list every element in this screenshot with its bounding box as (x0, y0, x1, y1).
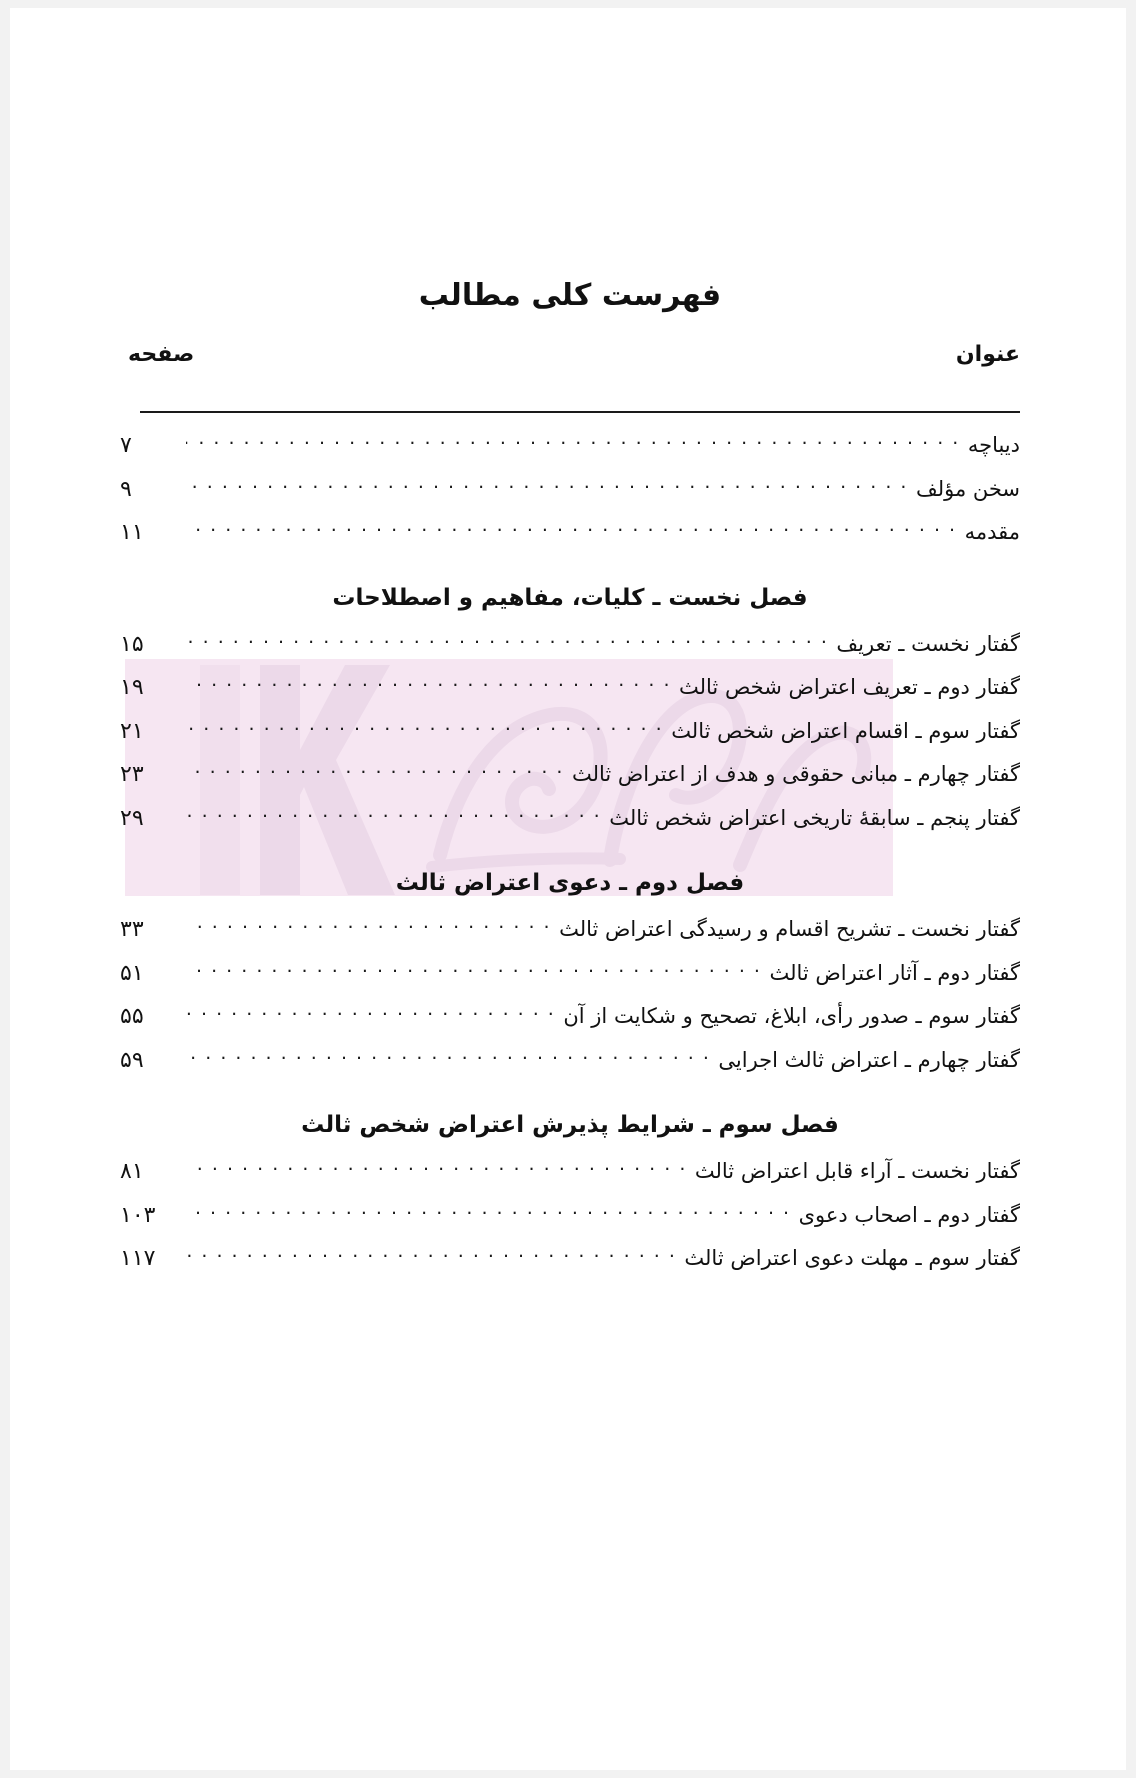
chapter-heading: فصل نخست ـ کلیات، مفاهیم و اصطلاحات (332, 584, 808, 611)
toc-leader-dots (186, 1201, 791, 1222)
column-header-row (120, 342, 1020, 376)
toc-entry-title: گفتار چهارم ـ مبانی حقوقی و هدف از اعتراض ثالث (571, 762, 1020, 786)
front-matter-group (120, 424, 1020, 555)
table-of-contents (120, 424, 1020, 1281)
header-divider-rule (140, 411, 1020, 413)
toc-entry-page: ۱۹ (120, 675, 144, 700)
toc-entry-title: گفتار سوم ـ مهلت دعوی اعتراض ثالث (684, 1246, 1020, 1270)
chapter-group-3 (120, 1082, 1020, 1281)
toc-entry[interactable] (120, 753, 1020, 797)
toc-entry-page: ۳۳ (120, 917, 144, 942)
toc-entry-page: ۵۹ (120, 1047, 144, 1073)
toc-entry-page: ۱۰۳ (120, 1202, 156, 1228)
toc-leader-dots (186, 804, 601, 825)
toc-leader-dots (186, 630, 828, 651)
toc-entry-page: ۵۵ (120, 1004, 144, 1029)
toc-entry-title: دیباچه (967, 433, 1020, 457)
toc-entry-page: ۸۱ (120, 1159, 144, 1184)
toc-entry[interactable] (120, 797, 1020, 841)
toc-leader-dots (186, 760, 564, 781)
toc-entry-title: گفتار پنجم ـ سابقۀ تاریخی اعتراض شخص ثالث (609, 805, 1020, 830)
toc-entry[interactable] (120, 995, 1020, 1039)
toc-entry[interactable] (120, 1150, 1020, 1194)
chapter-group-2 (120, 840, 1020, 1082)
page-edge-right (1126, 0, 1136, 1778)
toc-entry-title: گفتار دوم ـ اصحاب دعوی (798, 1202, 1020, 1227)
toc-entry-title: گفتار دوم ـ آثار اعتراض ثالث (769, 960, 1020, 985)
toc-entry[interactable] (120, 1039, 1020, 1083)
toc-leader-dots (186, 1244, 676, 1265)
toc-entry[interactable] (120, 710, 1020, 754)
toc-leader-dots (186, 1002, 555, 1023)
column-header-title: عنوان (955, 342, 1020, 367)
toc-entry-title: گفتار سوم ـ صدور رأی، ابلاغ، تصحیح و شکایت از آن (563, 1004, 1020, 1028)
toc-entry-title: گفتار نخست ـ تعریف (836, 631, 1020, 656)
toc-entry-page: ۱۱۷ (120, 1246, 156, 1271)
toc-leader-dots (186, 518, 957, 539)
toc-leader-dots (186, 475, 908, 496)
chapter-heading: فصل دوم ـ دعوی اعتراض ثالث (395, 870, 745, 896)
toc-leader-dots (186, 673, 671, 694)
toc-entry[interactable] (120, 908, 1020, 952)
toc-entry-page: ۱۱ (120, 520, 144, 545)
toc-leader-dots (186, 1046, 710, 1067)
page-edge-left (0, 0, 10, 1778)
toc-entry-page: ۲۹ (120, 805, 144, 831)
chapter-group-1 (120, 555, 1020, 841)
toc-entry[interactable] (120, 511, 1020, 555)
toc-entry-title: گفتار دوم ـ تعریف اعتراض شخص ثالث (679, 675, 1020, 699)
toc-entry-title: گفتار نخست ـ تشریح اقسام و رسیدگی اعتراض ثالث (559, 917, 1020, 941)
toc-leader-dots (186, 1157, 687, 1178)
toc-entry-page: ۷ (120, 433, 132, 458)
toc-entry[interactable] (120, 424, 1020, 468)
chapter-heading: فصل سوم ـ شرایط پذیرش اعتراض شخص ثالث (301, 1112, 839, 1138)
toc-leader-dots (186, 959, 761, 980)
toc-entry-title: سخن مؤلف (915, 476, 1020, 501)
toc-entry[interactable] (120, 1194, 1020, 1238)
toc-entry-page: ۲۳ (120, 762, 144, 787)
page-sheet (120, 0, 1020, 1778)
toc-entry-title: گفتار نخست ـ آراء قابل اعتراض ثالث (694, 1159, 1020, 1183)
toc-entry-title: مقدمه (964, 520, 1020, 544)
toc-entry[interactable] (120, 623, 1020, 667)
toc-entry-title: گفتار چهارم ـ اعتراض ثالث اجرایی (718, 1047, 1020, 1072)
toc-leader-dots (186, 915, 551, 936)
toc-entry-title: گفتار سوم ـ اقسام اعتراض شخص ثالث (671, 718, 1020, 743)
toc-leader-dots (186, 717, 663, 738)
toc-leader-dots (186, 431, 960, 452)
toc-entry[interactable] (120, 468, 1020, 512)
toc-entry[interactable] (120, 952, 1020, 996)
toc-entry[interactable] (120, 666, 1020, 710)
toc-entry[interactable] (120, 1237, 1020, 1281)
column-header-page: صفحه (128, 342, 195, 367)
toc-entry-page: ۲۱ (120, 718, 144, 744)
toc-entry-page: ۵۱ (120, 960, 144, 986)
toc-entry-page: ۹ (120, 476, 132, 502)
toc-entry-page: ۱۵ (120, 631, 144, 657)
page-title: فهرست کلی مطالب (418, 278, 722, 313)
